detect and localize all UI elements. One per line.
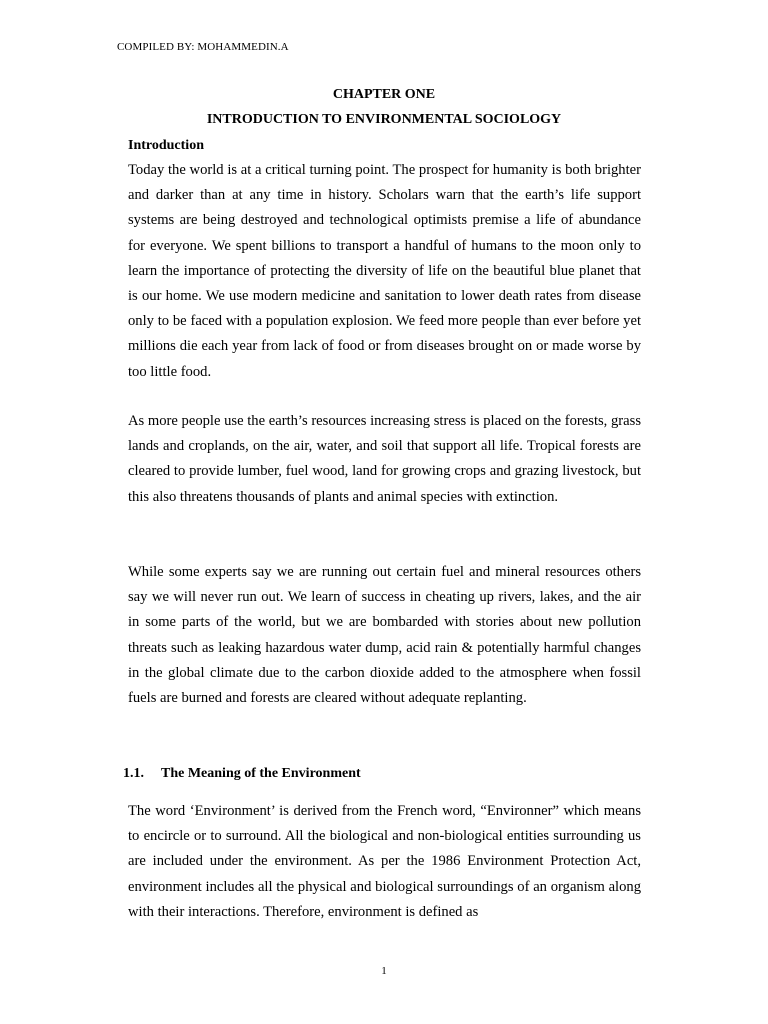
section-paragraph: The word ‘Environment’ is derived from the French word, “Environner” which means to encircle or to surround. All the biological and non-biological entities surrounding us are included under the environment. As per the 1986 Environment Protection Act, environment includes all the physical and biological surroundings of an organism along with their interactions. Therefore, environment is defined as <box>128 803 641 920</box>
chapter-number: CHAPTER ONE <box>332 87 436 102</box>
section-number: 1.1. <box>123 766 144 781</box>
page-number: 1 <box>381 965 387 977</box>
intro-paragraph-3: While some experts say we are running out certain fuel and mineral resources others say we will never run out. We learn of success in cheating up rivers, lakes, and the air in some parts of the world, but we are bombarded with stories about new pollution threats such as leaking hazardous water dump, acid rain & potentially harmful changes in the global climate due to the carbon dioxide added to the atmosphere when fossil fuels are burned and forests are cleared without adequate replanting. <box>128 564 641 707</box>
chapter-title: INTRODUCTION TO ENVIRONMENTAL SOCIOLOGY <box>206 112 562 127</box>
page-header: COMPILED BY: MOHAMMEDIN.A <box>117 41 289 53</box>
intro-paragraph-1: Today the world is at a critical turning point. The prospect for humanity is both brighter and darker than at any time in history. Scholars warn that the earth’s life support systems are being destroyed and technological optimists premise a life of abundance for everyone. We spent billions to transport a handful of humans to the moon only to learn the importance of protecting the diversity of life on the beautiful blue planet that is our home. We use modern medicine and sanitation to lower death rates from disease only to be faced with a population explosion. We feed more people than ever before yet millions die each year from lack of food or from diseases brought on or made worse by too little food. <box>128 162 641 380</box>
section-heading <box>123 766 361 782</box>
introduction-heading: Introduction <box>128 138 204 153</box>
section-title: The Meaning of the Environment <box>161 766 361 781</box>
intro-paragraph-2: As more people use the earth’s resources increasing stress is placed on the forests, grass lands and croplands, on the air, water, and soil that support all life. Tropical forests are cleared to provide lumber, fuel wood, land for growing crops and grazing livestock, but this also threatens thousands of plants and animal species with extinction. <box>128 413 641 505</box>
